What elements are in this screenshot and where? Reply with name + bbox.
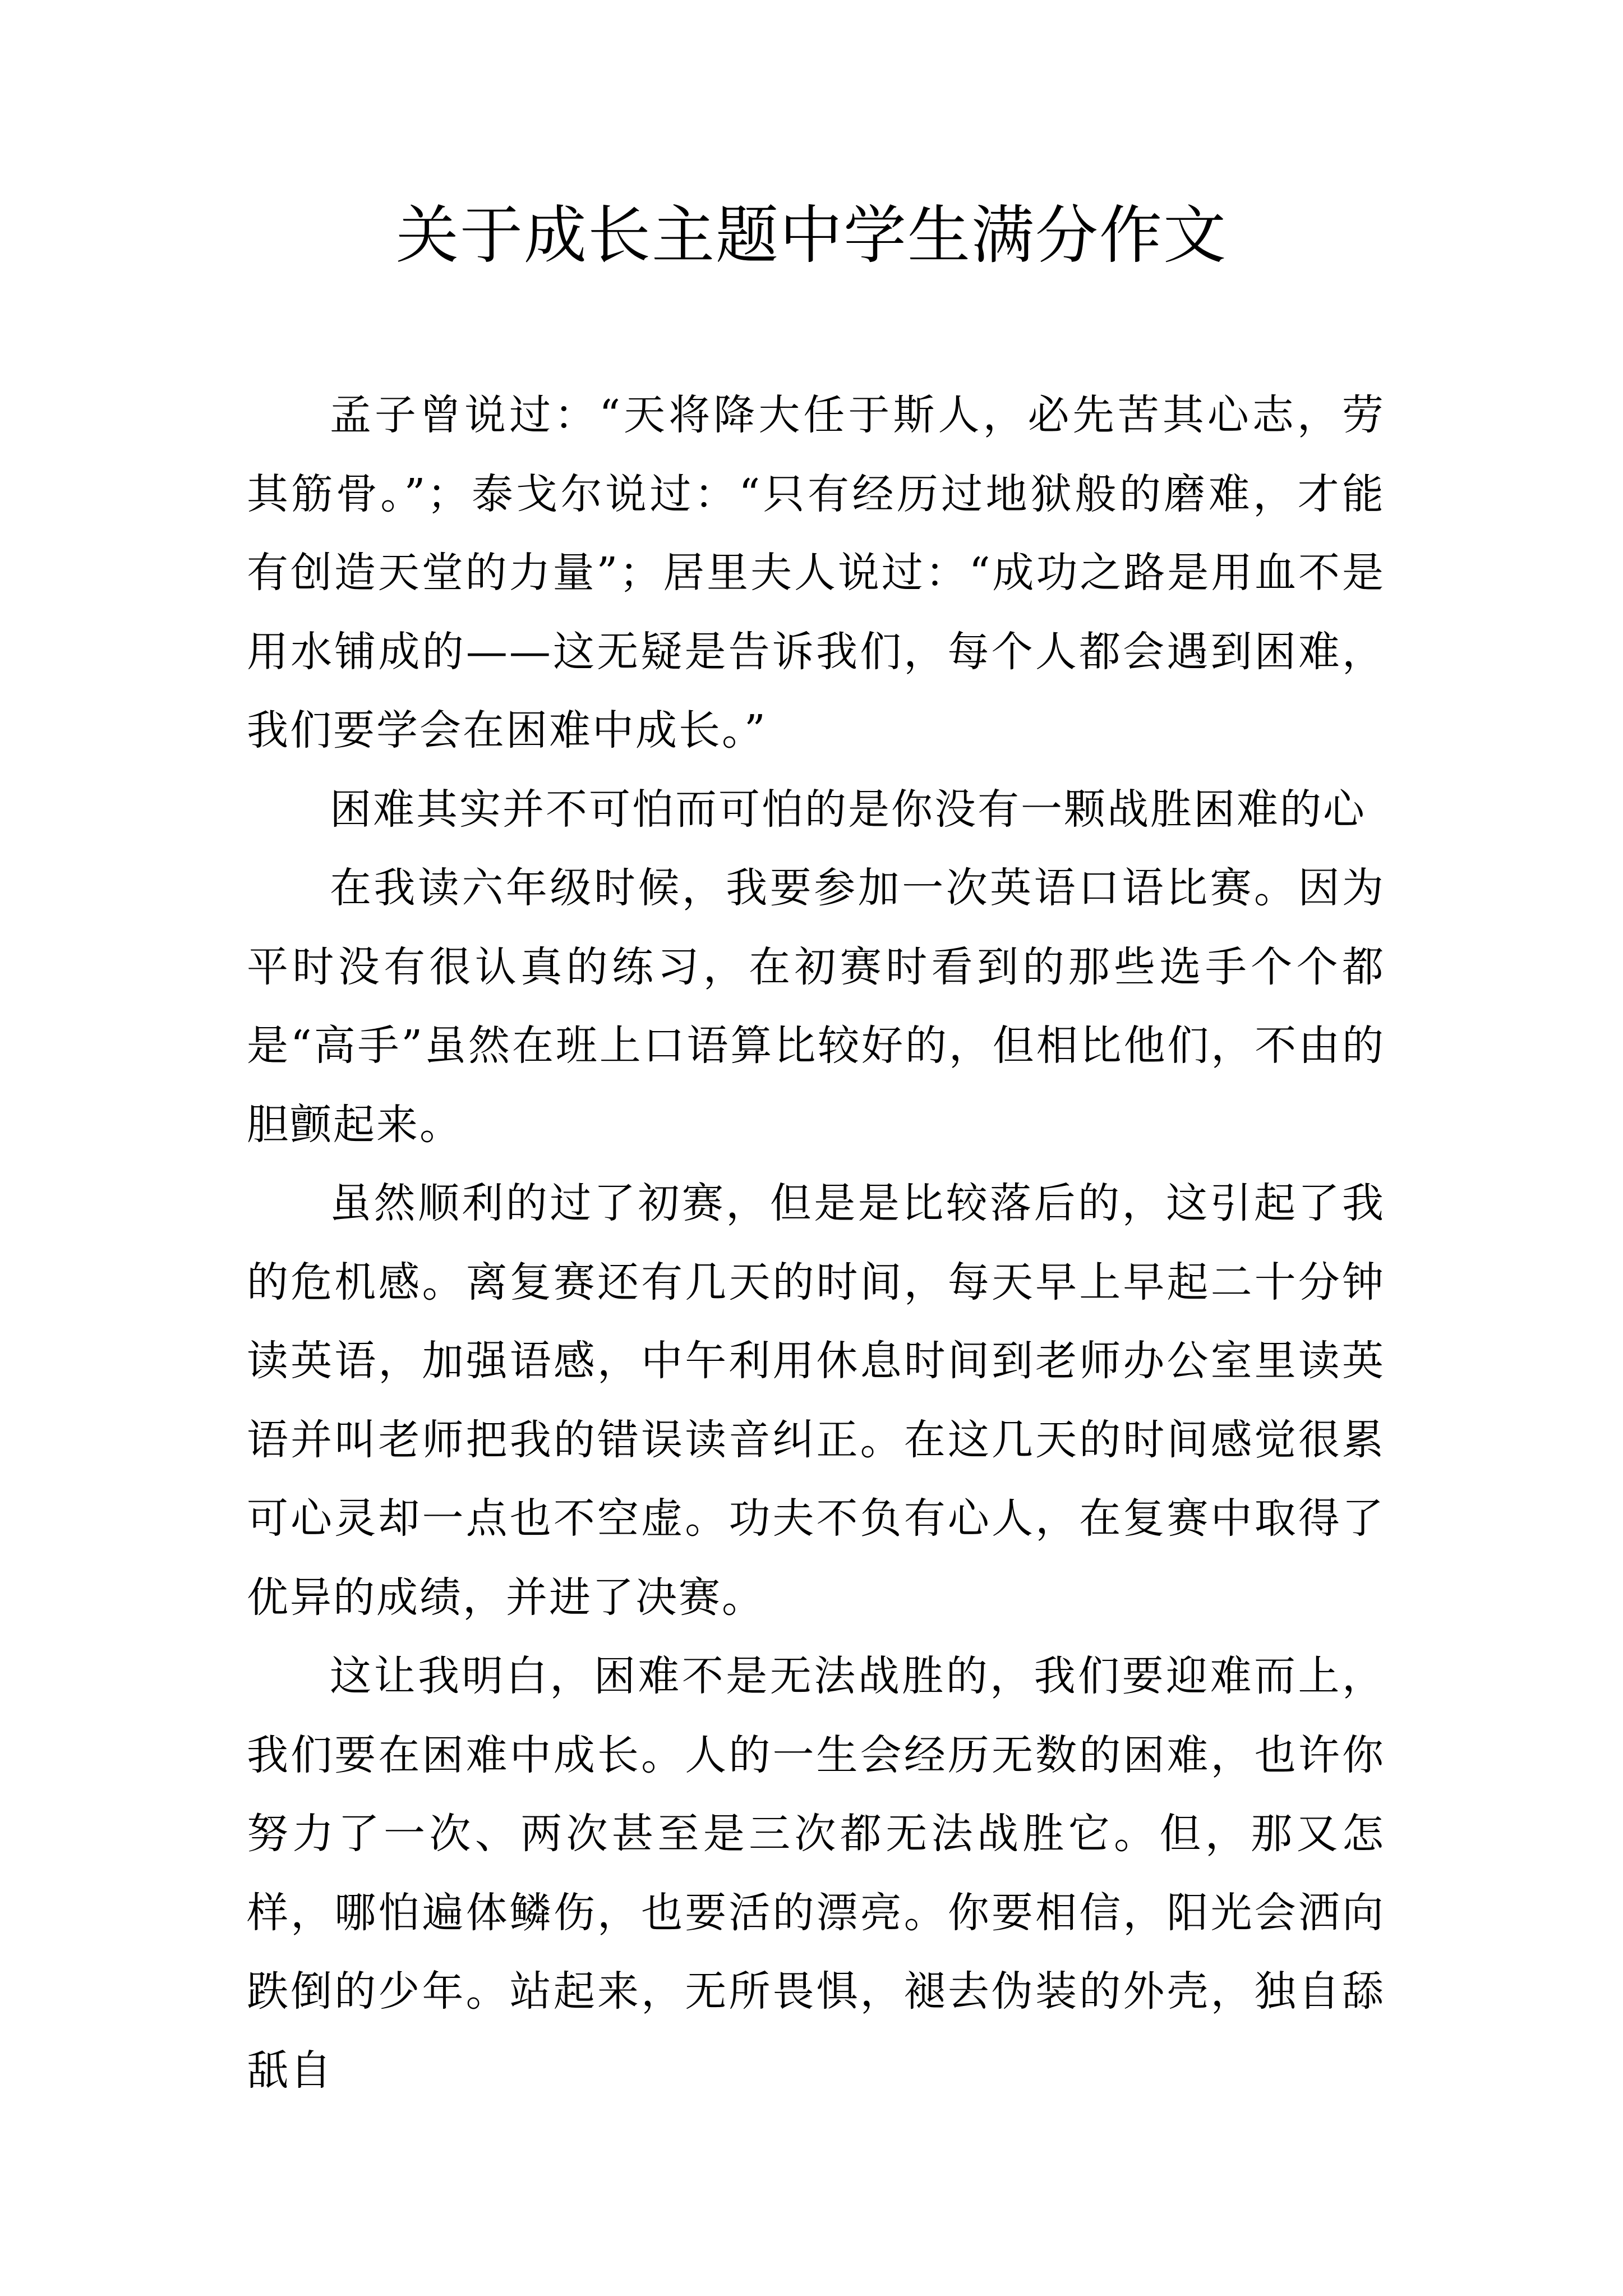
document-title: 关于成长主题中学生满分作文 (396, 199, 1227, 272)
paragraph-2: 困难其实并不可怕而可怕的是你没有一颗战胜困难的心 (330, 785, 1366, 834)
paragraph-3: 在我读六年级时候，我要参加一次英语口语比赛。因为平时没有很认真的练习，在初赛时看到的那些选手个个都是“高手”虽然在班上口语算比较好的，但相比他们，不由的胆颤起来。 (247, 864, 1385, 1149)
document-body (247, 376, 1385, 2110)
paragraph-1: 孟子曾说过：“天将降大任于斯人，必先苦其心志，劳其筋骨。”；泰戈尔说过：“只有经历过地狱般的磨难，才能有创造天堂的力量”；居里夫人说过：“成功之路是用血不是用水铺成的——这无疑是告诉我们，每个人都会遇到困难，我们要学会在困难中成长。” (247, 391, 1385, 754)
paragraph-5: 这让我明白，困难不是无法战胜的，我们要迎难而上，我们要在困难中成长。人的一生会经历无数的困难，也许你努力了一次、两次甚至是三次都无法战胜它。但，那又怎样，哪怕遍体鳞伤，也要活的漂亮。你要相信，阳光会洒向跌倒的少年。站起来，无所畏惧，褪去伪装的外壳，独自舔舐自 (247, 1652, 1385, 2095)
paragraph-4: 虽然顺利的过了初赛，但是是比较落后的，这引起了我的危机感。离复赛还有几天的时间，每天早上早起二十分钟读英语，加强语感，中午利用休息时间到老师办公室里读英语并叫老师把我的错误读音纠正。在这几天的时间感觉很累可心灵却一点也不空虚。功夫不负有心人，在复赛中取得了优异的成绩，并进了决赛。 (247, 1179, 1385, 1622)
